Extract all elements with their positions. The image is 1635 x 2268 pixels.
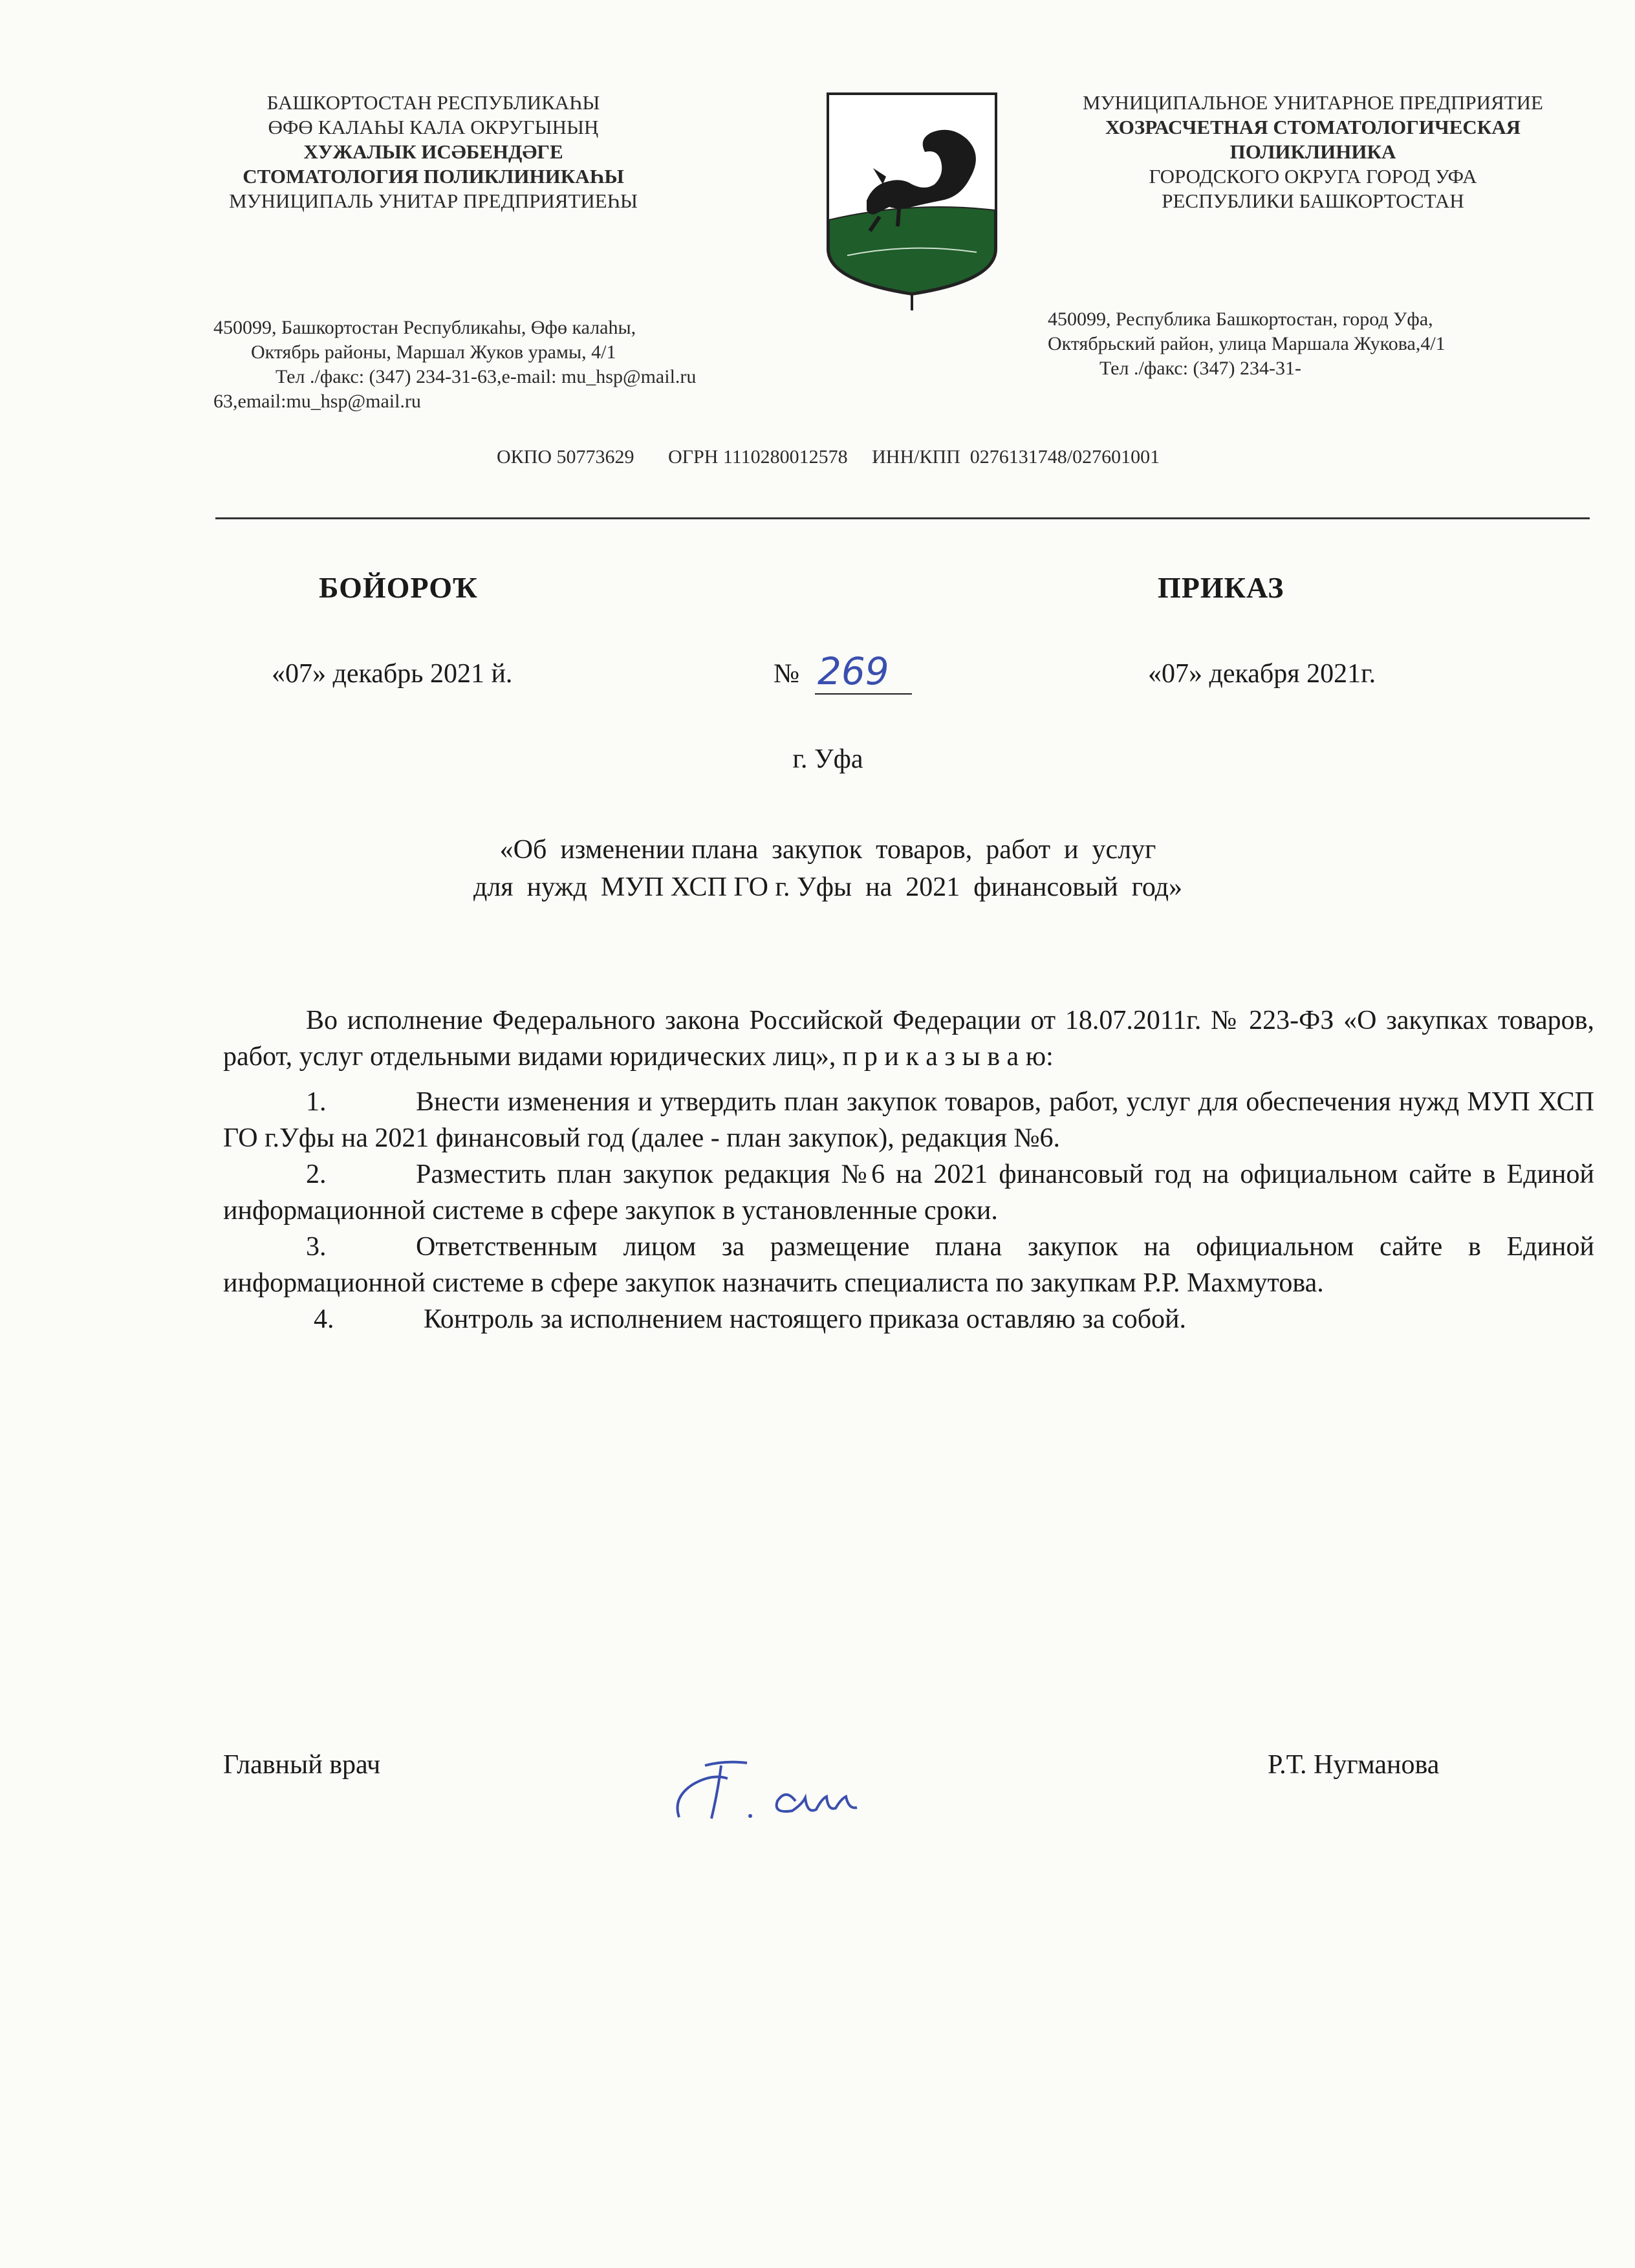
header-left-line: ӨФӨ КАЛАҺЫ КАЛА ОКРУГЫНЫҢ — [268, 116, 599, 138]
address-right — [1048, 307, 1565, 381]
doc-title-bashkir: БОЙОРОҠ — [319, 571, 479, 604]
order-subject — [194, 831, 1462, 906]
requisites: ОКПО 50773629 ОГРН 1110280012578 ИНН/КПП 0276131748/027601001 — [497, 446, 1160, 468]
date-bashkir: «07» декабрь 2021 й. — [272, 659, 513, 689]
order-number-handwritten: 269 — [817, 649, 889, 693]
header-right-line: ПОЛИКЛИНИКА — [1229, 140, 1396, 163]
signature-scribble-icon — [666, 1746, 912, 1830]
header-right-line: РЕСПУБЛИКИ БАШКОРТОСТАН — [1162, 189, 1464, 212]
address-right-line: 450099, Республика Башкортостан, город Уфа, — [1048, 308, 1433, 330]
header-right-line: МУНИЦИПАЛЬНОЕ УНИТАРНОЕ ПРЕДПРИЯТИЕ — [1083, 91, 1543, 114]
address-right-line: Октябрьский район, улица Маршала Жукова,4/1 — [1048, 333, 1446, 354]
address-left — [213, 316, 834, 414]
header-right-line: ГОРОДСКОГО ОКРУГА ГОРОД УФА — [1149, 165, 1477, 188]
header-right — [1035, 91, 1591, 213]
signatory-name: Р.Т. Нугманова — [1268, 1750, 1440, 1780]
item-text: Внести изменения и утвердить план закупок товаров, работ, услуг для обеспечения нужд МУП ХСП ГО г.Уфы на 2021 финансовый год (далее - план закупок), редакция №6. — [223, 1087, 1594, 1153]
address-left-line: 63,email:mu_hsp@mail.ru — [213, 391, 421, 412]
item-number: 4. — [314, 1304, 334, 1334]
squirrel-emblem-icon — [821, 87, 1002, 314]
address-left-line: Тел ./факс: (347) 234-31-63,e-mail: mu_hsp@mail.ru — [276, 366, 697, 387]
item-number: 2. — [306, 1160, 327, 1189]
header-left-line: СТОМАТОЛОГИЯ ПОЛИКЛИНИКАҺЫ — [243, 165, 624, 188]
item-number: 1. — [306, 1087, 327, 1117]
order-number — [774, 649, 913, 697]
header-left-line: МУНИЦИПАЛЬ УНИТАР ПРЕДПРИЯТИЕҺЫ — [229, 189, 638, 212]
order-number-underline — [815, 693, 912, 695]
signatory-position: Главный врач — [223, 1750, 381, 1780]
city: г. Уфа — [792, 744, 863, 774]
header-left-line: БАШКОРТОСТАН РЕСПУБЛИКАҺЫ — [266, 91, 600, 114]
item-text: Ответственным лицом за размещение плана закупок на официальном сайте в Единой информационной системе в сфере закупок назначить специалиста по закупкам Р.Р. Махмутова. — [223, 1232, 1594, 1298]
header-left-line: ХУЖАЛЫК ИСӘБЕНДӘГЕ — [303, 140, 563, 163]
header-right-line: ХОЗРАСЧЕТНАЯ СТОМАТОЛОГИЧЕСКАЯ — [1105, 116, 1521, 138]
address-left-line: Октябрь районы, Маршал Жуков урамы, 4/1 — [251, 341, 616, 363]
order-item — [223, 1301, 1594, 1337]
intro-paragraph: Во исполнение Федерального закона Российской Федерации от 18.07.2011г. № 223-ФЗ «О закупках товаров, работ, услуг отдельными видами юридических лиц», п р и к а з ы в а ю: — [223, 1006, 1594, 1072]
date-russian: «07» декабря 2021г. — [1148, 659, 1376, 689]
order-item — [223, 1229, 1594, 1301]
subject-line: для нужд МУП ХСП ГО г. Уфы на 2021 финансовый год» — [473, 872, 1183, 902]
order-number-prefix: № — [774, 659, 800, 689]
order-item — [223, 1156, 1594, 1229]
coat-of-arms-emblem — [821, 87, 1002, 314]
address-right-line: Тел ./факс: (347) 234-31- — [1099, 358, 1301, 379]
header-divider — [215, 517, 1590, 519]
order-item — [223, 1084, 1594, 1156]
address-left-line: 450099, Башкортостан Республикаһы, Өфө калаһы, — [213, 317, 636, 338]
order-body — [223, 1002, 1594, 1337]
doc-title-russian: ПРИКАЗ — [1158, 571, 1284, 604]
handwritten-signature — [666, 1746, 912, 1830]
header-left — [155, 91, 711, 213]
item-text: Контроль за исполнением настоящего приказа оставляю за собой. — [424, 1304, 1187, 1334]
item-text: Разместить план закупок редакция №6 на 2021 финансовый год на официальном сайте в Единой информационной системе в сфере закупок в установленные сроки. — [223, 1160, 1594, 1226]
item-number: 3. — [306, 1232, 327, 1262]
subject-line: «Об изменении плана закупок товаров, работ и услуг — [499, 835, 1156, 865]
